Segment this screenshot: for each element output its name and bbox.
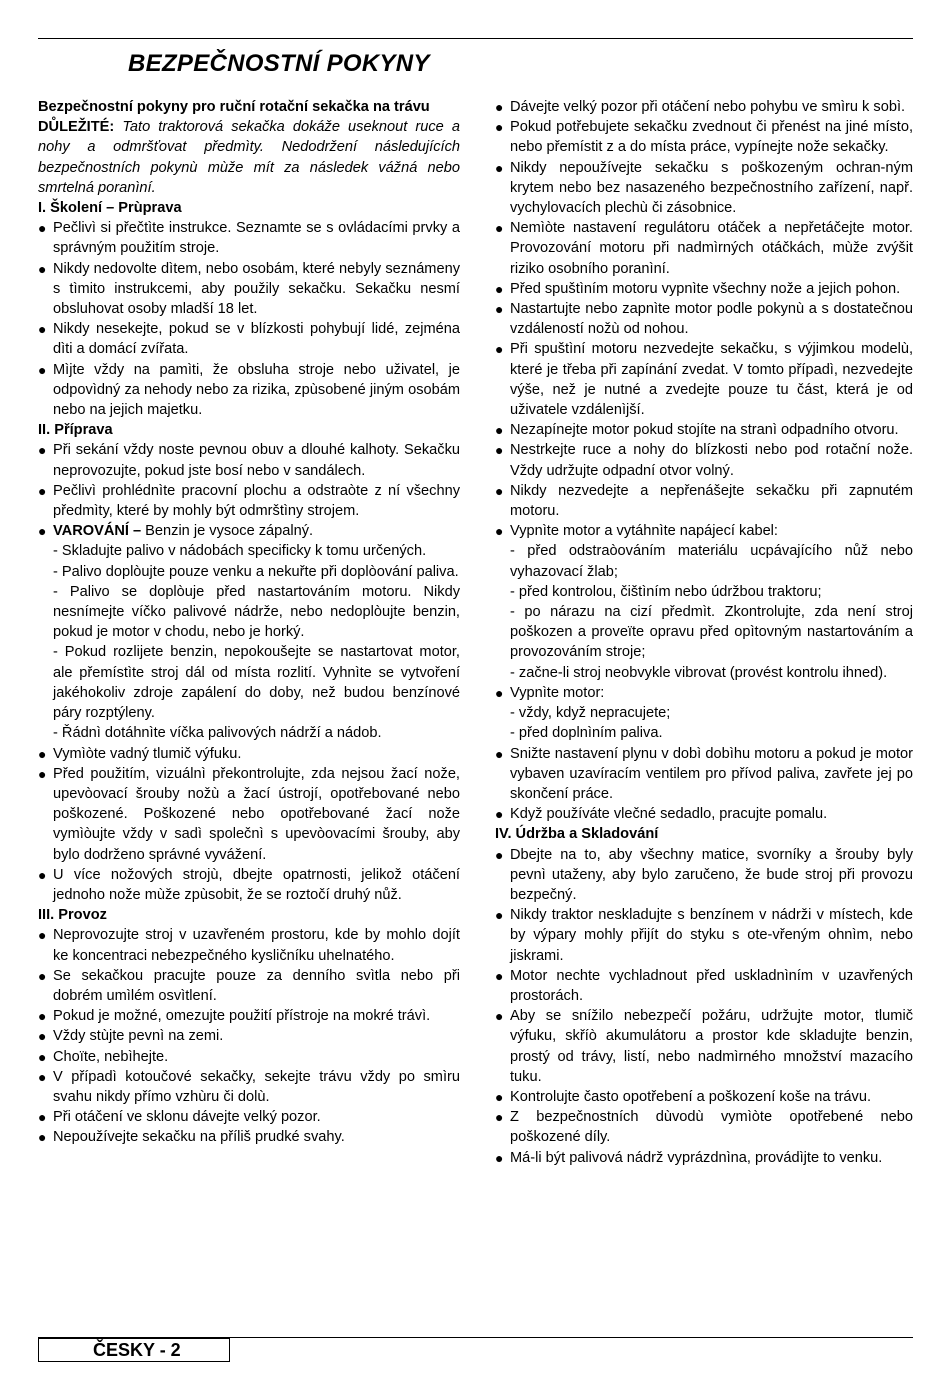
bullet-dot-icon: ● <box>495 745 504 762</box>
list-item <box>495 218 913 279</box>
list-item-text: Pokud je možné, omezujte použití přístroje na mokré trávì. <box>53 1008 431 1025</box>
list-item-text: Nemìòte nastavení regulátoru otáček a nepřetáčejte motor. Provozování motoru při nadmìrných otáčkách, mùže zvýšit riziko osobního poranìní. <box>510 220 913 277</box>
bullet-dot-icon: ● <box>495 967 504 984</box>
bullet-dot-icon: ● <box>495 159 504 176</box>
list-item-text: Před spuštìním motoru vypnìte všechny nože a jejich pohon. <box>510 280 901 297</box>
list-item <box>495 845 913 906</box>
list-item-text: Snižte nastavení plynu v dobì dobìhu motoru a pokud je motor vybaven uzavíracím ventilem pro přívod paliva, zavřete jej po skončení práce. <box>510 745 913 802</box>
sub-item: - Skladujte palivo v nádobách specificky k tomu určených. <box>53 543 427 560</box>
bullet-dot-icon: ● <box>38 442 47 459</box>
list-item-text: Pokud potřebujete sekačku zvednout či přenést na jiné místo, nebo přemístit z a do místa práce, vypínejte nože sekačky. <box>510 119 913 156</box>
right-column <box>495 97 913 1168</box>
list-item-text: Vypnìte motor: <box>510 684 605 701</box>
sub-item: - Pokud rozlijete benzin, nepokoušejte se nastartovat motor, ale přemístìte stroj dál od místa rozlití. Vyhnìte se vytvoření jakéhokoliv zdroje zapálení do doby, než budou benzínové páry rozptýleny. <box>53 644 460 722</box>
bullet-dot-icon: ● <box>495 280 504 297</box>
list-item-text: Před použitím, vizuálnì překontrolujte, zda nejsou žací nože, upevòovací šrouby nožù a žací ústrojí, opotřebované nebo poškozené. Poškozené nebo opotřebované žací nože vymìòujte vždy v sadì společnì s upevòovacími šrouby, aby bylo dodrženo správné vyvážení. <box>53 765 460 863</box>
bullet-dot-icon: ● <box>38 1048 47 1065</box>
list-item-text: Z bezpečnostních dùvodù vymìòte opotřebené nebo poškozené díly. <box>510 1109 913 1146</box>
list-item <box>495 1087 913 1107</box>
bullet-dot-icon: ● <box>495 1109 504 1126</box>
list-item-text: Nastartujte nebo zapnìte motor podle pokynù a s dostatečnou vzdáleností nožù od nohou. <box>510 301 913 338</box>
sub-item: - Palivo doplòujte pouze venku a nekuřte při doplòování paliva. <box>53 563 459 580</box>
list-item <box>495 97 913 117</box>
list-item <box>38 764 460 865</box>
list-item <box>38 319 460 359</box>
list-item <box>495 521 913 541</box>
list-item-text: Benzin je vysoce zápalný. <box>141 523 314 540</box>
list-item-text: Nezapínejte motor pokud stojíte na stranì odpadního otvoru. <box>510 422 899 439</box>
bullet-dot-icon: ● <box>38 745 47 762</box>
list-item <box>38 1127 460 1147</box>
list-item-text: Dávejte velký pozor při otáčení nebo pohybu ve smìru k sobì. <box>510 99 906 115</box>
list-item <box>495 339 913 420</box>
list-item-text: Nikdy nesekejte, pokud se v blízkosti pohybují lidé, zejména dìti a domácí zvířata. <box>53 321 460 358</box>
bullet-dot-icon: ● <box>495 907 504 924</box>
section-heading-operation: III. Provoz <box>38 907 107 924</box>
sub-item: - před kontrolou, čištìním nebo údržbou traktoru; <box>510 583 822 600</box>
list-item-text: U více nožových strojù, dbejte opatrnosti, jelikož otáčení jednoho nože mùže zpùsobit, že se roztočí druhý nůž. <box>53 866 460 903</box>
bullet-dot-icon: ● <box>38 523 47 540</box>
bullet-dot-icon: ● <box>38 260 47 277</box>
bullet-dot-icon: ● <box>38 1008 47 1025</box>
bullet-dot-icon: ● <box>495 1088 504 1105</box>
list-item <box>495 1006 913 1087</box>
list-item-text: Se sekačkou pracujte pouze za denního svìtla nebo při dobrém umìlém osvìtlení. <box>53 967 460 1004</box>
bullet-dot-icon: ● <box>38 361 47 378</box>
page-number-label: ČESKY - 2 <box>38 1338 230 1362</box>
bullet-dot-icon: ● <box>38 967 47 984</box>
bullet-dot-icon: ● <box>495 220 504 237</box>
list-item <box>38 1047 460 1067</box>
bullet-dot-icon: ● <box>495 341 504 358</box>
list-item-text: Pečlivì si přečtìte instrukce. Seznamte se s ovládacími prvky a správným použitím stroje. <box>53 220 460 257</box>
sub-item: - Řádnì dotáhnìte víčka palivových nádrží a nádob. <box>53 725 382 742</box>
list-item-text: Mìjte vždy na pamìti, že obsluha stroje nebo uživatel, je odpovìdný za nehody nebo za rizika, zpùsobené jiným osobám nebo na jejich majetku. <box>53 361 460 419</box>
intro-title: Bezpečnostní pokyny pro ruční rotační sekačka na trávu <box>38 99 430 115</box>
list-item-text: Při sekání vždy noste pevnou obuv a dlouhé kalhoty. Sekačku neprovozujte, pokud jste bosí nebo v sandálech. <box>53 442 460 479</box>
bullet-dot-icon: ● <box>495 99 504 115</box>
bullet-dot-icon: ● <box>38 1109 47 1126</box>
list-item-text: Vymìòte vadný tlumič výfuku. <box>53 745 242 762</box>
list-item <box>495 905 913 966</box>
sub-item: - vždy, když nepracujete; <box>510 705 671 722</box>
warning-text: Tato traktorová sekačka dokáže useknout ruce a nohy a odmršťovat předmìty. Nedodržení následujících bezpečnostních pokynù mùže mít za následek vážná nebo smrtelná poranìní. <box>38 119 460 196</box>
bullet-dot-icon: ● <box>495 523 504 540</box>
list-item-text: Nikdy nepoužívejte sekačku s poškozeným ochran-ným krytem nebo bez nasazeného bezpečnostního zařízení, např. vychylovacích plechù či zásobnice. <box>510 159 913 217</box>
bullet-dot-icon: ● <box>38 220 47 237</box>
list-item-text: Dbejte na to, aby všechny matice, svorníky a šrouby byly pevnì utaženy, aby bylo zaručeno, že bude stroj při provozu bezpečný. <box>510 846 913 903</box>
list-item <box>495 1148 913 1168</box>
bullet-dot-icon: ● <box>495 442 504 459</box>
list-item <box>38 481 460 521</box>
list-item <box>38 259 460 320</box>
section-heading-maintenance: IV. Údržba a Skladování <box>495 826 659 843</box>
bullet-dot-icon: ● <box>38 1129 47 1146</box>
left-column <box>38 97 460 1148</box>
bullet-dot-icon: ● <box>38 927 47 944</box>
top-divider <box>38 38 913 39</box>
list-item <box>495 279 913 299</box>
bullet-dot-icon: ● <box>495 119 504 136</box>
list-item <box>495 117 913 157</box>
list-item <box>495 299 913 339</box>
bullet-dot-icon: ● <box>38 1068 47 1085</box>
warning-paragraph <box>38 117 460 198</box>
list-item-text: Vždy stùjte pevnì na zemi. <box>53 1028 224 1045</box>
list-item <box>495 440 913 480</box>
list-item <box>495 683 913 703</box>
bullet-dot-icon: ● <box>495 1008 504 1025</box>
warning-label: DŮLEŽITÉ: <box>38 119 115 136</box>
bullet-dot-icon: ● <box>495 806 504 823</box>
bullet-dot-icon: ● <box>495 482 504 499</box>
list-item <box>38 865 460 905</box>
section-heading-training: I. Školení – Prùprava <box>38 200 182 217</box>
list-item-text: Při spuštìní motoru nezvedejte sekačku, s výjimkou modelù, které je třeba při zapínání zvedat. V tomto případì, nezvedejte výše, než je nutné a zvedejte pouze tu část, která je od uživatele vzdálenìjší. <box>510 341 913 419</box>
bullet-dot-icon: ● <box>495 846 504 863</box>
section-heading-preparation: II. Příprava <box>38 422 113 439</box>
bullet-dot-icon: ● <box>495 422 504 439</box>
list-item-text: Při otáčení ve sklonu dávejte velký pozor. <box>53 1109 321 1126</box>
list-item-text: Choïte, nebìhejte. <box>53 1048 169 1065</box>
list-item-text: Nikdy nedovolte dìtem, nebo osobám, které nebyly seznámeny s tìmito instrukcemi, aby použily sekačku. Sekačku nesmí obsluhovat osoby mladší 18 let. <box>53 260 460 318</box>
list-item <box>38 360 460 421</box>
list-item <box>38 925 460 965</box>
list-item-text: Neprovozujte stroj v uzavřeném prostoru, kde by mohlo dojít ke koncentraci nebezpečného kysličníku uhelnatého. <box>53 927 460 964</box>
list-item-text: Má-li být palivová nádrž vyprázdnìna, provádìjte to venku. <box>510 1149 883 1166</box>
list-item-text: V případì kotoučové sekačky, sekejte trávu vždy po smìru svahu nikdy přímo vzhùru či dolù. <box>53 1068 460 1105</box>
list-item <box>38 1006 460 1026</box>
bullet-dot-icon: ● <box>38 866 47 883</box>
list-item-text: Nikdy traktor neskladujte s benzínem v nádrži v místech, kde by výpary mohly přijít do styku s ote-vřeným ohnìm, nebo jiskrami. <box>510 907 913 964</box>
list-item-text: Vypnìte motor a vytáhnìte napájecí kabel: <box>510 523 778 540</box>
list-item-text: Nestrkejte ruce a nohy do blízkosti nebo pod rotační nože. Vždy udržujte odpadní otvor volný. <box>510 442 913 479</box>
list-item <box>38 521 460 541</box>
bullet-dot-icon: ● <box>495 1149 504 1166</box>
list-item-text: Nepoužívejte sekačku na příliš prudké svahy. <box>53 1129 345 1146</box>
bullet-dot-icon: ● <box>38 1028 47 1045</box>
fuel-warning-label: VAROVÁNÍ – <box>53 523 142 540</box>
bullet-dot-icon: ● <box>38 765 47 782</box>
list-item <box>495 158 913 219</box>
sub-item: - po nárazu na cizí předmìt. Zkontrolujte, zda není stroj poškozen a proveïte opravu před opìtovným nastartováním a provozováním stroje; <box>510 604 913 661</box>
list-item-text: Motor nechte vychladnout před uskladnìním v uzavřených prostorách. <box>510 967 913 1004</box>
list-item <box>38 440 460 480</box>
sub-item: - před doplnìním paliva. <box>510 725 663 742</box>
list-item-text: Nikdy nezvedejte a nepřenášejte sekačku při zapnutém motoru. <box>510 482 913 520</box>
bullet-dot-icon: ● <box>495 684 504 701</box>
list-item <box>495 1107 913 1147</box>
list-item <box>495 481 913 521</box>
bullet-dot-icon: ● <box>38 482 47 499</box>
list-item-text: Kontrolujte často opotřebení a poškození koše na trávu. <box>510 1088 872 1105</box>
list-item-text: Aby se snížilo nebezpečí požáru, udržujte motor, tlumič výfuku, skříò akumulátoru a prostor kde skladujte benzin, prostý od trávy, listí, nebo nadmìrného množství mazacího tuku. <box>510 1008 913 1085</box>
list-item <box>495 966 913 1006</box>
list-item <box>38 218 460 258</box>
list-item <box>38 1107 460 1127</box>
bullet-dot-icon: ● <box>495 301 504 318</box>
sub-item: - před odstraòováním materiálu ucpávajícího nůž nebo vyhazovací žlab; <box>510 543 913 580</box>
bullet-dot-icon: ● <box>38 321 47 338</box>
list-item <box>38 966 460 1006</box>
list-item <box>495 420 913 440</box>
sub-item: - Palivo se doplòuje před nastartováním motoru. Nikdy nesnímejte víčko palivové nádrže, nebo nedoplòujte benzin, pokud je motor v chodu, nebo je horký. <box>53 583 460 641</box>
list-item-text: Když používáte vlečné sedadlo, pracujte pomalu. <box>510 806 828 823</box>
list-item <box>38 744 460 764</box>
sub-item: - začne-li stroj neobvykle vibrovat (provést kontrolu ihned). <box>510 664 888 681</box>
list-item <box>495 804 913 824</box>
page-title: BEZPEČNOSTNÍ POKYNY <box>128 50 430 77</box>
list-item <box>38 1067 460 1107</box>
list-item <box>495 744 913 805</box>
list-item-text: Pečlivì prohlédnìte pracovní plochu a odstraòte z ní všechny předmìty, které by mohly být odmrštìny strojem. <box>53 482 460 520</box>
list-item <box>38 1026 460 1046</box>
